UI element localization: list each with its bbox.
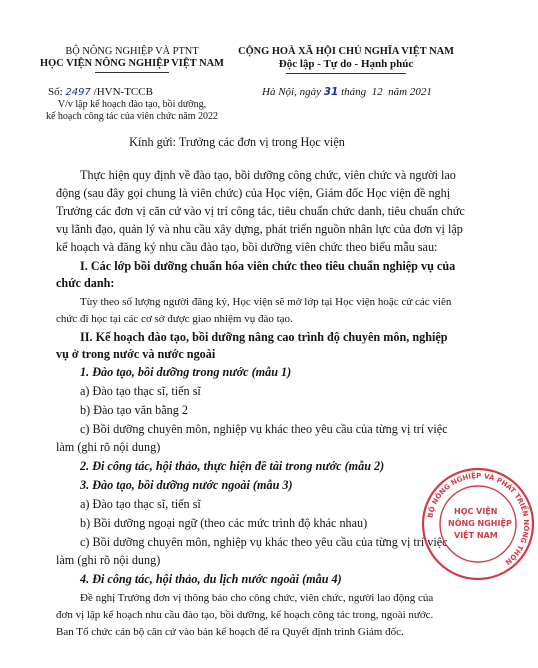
header-left-underline bbox=[95, 72, 169, 73]
closing-line-1: Đề nghị Trưởng đơn vị thông báo cho công chức, viên chức, người lao động của bbox=[80, 592, 434, 604]
official-stamp bbox=[418, 464, 531, 584]
item-3-b: b) Bồi dưỡng ngoại ngữ (theo các mức trình độ khác nhau) bbox=[80, 516, 368, 530]
section-1-text-line-2: chức đi học tại các cơ sở được giao nhiệm vụ đào tạo. bbox=[56, 313, 293, 325]
motto: Độc lập - Tự do - Hạnh phúc bbox=[278, 58, 414, 70]
number-code: /HVN-TCCB bbox=[93, 86, 153, 98]
date-day-handwritten: 31 bbox=[323, 86, 339, 98]
item-4-title: 4. Đi công tác, hội thảo, du lịch nước ngoài (mẫu 4) bbox=[80, 572, 342, 586]
stamp-inner-line-1: HỌC VIỆN bbox=[454, 507, 498, 516]
item-3-c-line-2: làm (ghi rõ nội dung) bbox=[56, 553, 161, 567]
number-handwritten: 2497 bbox=[65, 87, 91, 98]
item-2-title: 2. Đi công tác, hội thảo, thực hiện đề tài trong nước (mẫu 2) bbox=[80, 459, 385, 473]
document-date bbox=[262, 86, 432, 98]
item-1-c-line-1: c) Bồi dưỡng chuyên môn, nghiệp vụ khác theo yêu cầu của từng vị trí việc bbox=[80, 422, 448, 436]
number-label: Số: bbox=[48, 86, 63, 98]
document-number bbox=[48, 86, 153, 99]
intro-line-1: Thực hiện quy định về đào tạo, bồi dưỡng công chức, viên chức và người lao bbox=[80, 168, 456, 182]
section-2-title-line-2: vụ ở trong nước và nước ngoài bbox=[56, 347, 216, 361]
intro-line-3: Trưởng các đơn vị căn cứ vào vị trí công tác, tiêu chuẩn chức danh, tiêu chuẩn chức bbox=[56, 204, 465, 218]
stamp-inner-line-3: VIỆT NAM bbox=[454, 531, 498, 540]
date-rest: tháng 12 năm 2021 bbox=[341, 86, 432, 98]
item-1-b: b) Đào tạo văn bằng 2 bbox=[80, 403, 188, 417]
nation-name: CỘNG HOÀ XÃ HỘI CHỦ NGHĨA VIỆT NAM bbox=[238, 46, 454, 57]
item-1-a: a) Đào tạo thạc sĩ, tiến sĩ bbox=[80, 384, 201, 398]
section-1-title-line-2: chức danh: bbox=[56, 276, 115, 290]
academy-name: HỌC VIỆN NÔNG NGHIỆP VIỆT NAM bbox=[40, 58, 224, 69]
stamp-outer-text: BỘ NÔNG NGHIỆP VÀ PHÁT TRIỂN NÔNG THÔN bbox=[426, 471, 531, 567]
section-2-title-line-1: II. Kế hoạch đào tạo, bồi dưỡng nâng cao trình độ chuyên môn, nghiệp bbox=[80, 330, 448, 344]
item-1-title: 1. Đào tạo, bồi dưỡng trong nước (mẫu 1) bbox=[80, 365, 292, 379]
intro-line-4: vụ lãnh đạo, quản lý và nhu cầu xây dựng, phát triển nguồn nhân lực của đơn vị lập bbox=[56, 222, 463, 236]
date-prefix: Hà Nội, ngày bbox=[262, 86, 321, 98]
item-3-c-line-1: c) Bồi dưỡng chuyên môn, nghiệp vụ khác theo yêu cầu của từng vị trí việc bbox=[80, 535, 448, 549]
subject-line-1: V/v lập kế hoạch đào tạo, bồi dưỡng, bbox=[57, 99, 207, 110]
header-right-underline bbox=[286, 73, 406, 74]
stamp-inner-line-2: NÔNG NGHIỆP bbox=[448, 519, 512, 528]
section-1-title-line-1: I. Các lớp bồi dưỡng chuẩn hóa viên chức theo tiêu chuẩn nghiệp vụ của bbox=[80, 259, 456, 273]
stamp-seal-icon bbox=[418, 464, 538, 584]
item-3-a: a) Đào tạo thạc sĩ, tiến sĩ bbox=[80, 497, 201, 511]
closing-line-2: đơn vị lập kế hoạch nhu cầu đào tạo, bồi dưỡng, kế hoạch công tác trong, ngoài nước. bbox=[56, 609, 434, 621]
ministry-name: BỘ NÔNG NGHIỆP VÀ PTNT bbox=[65, 46, 199, 57]
subject-line-2: kế hoạch công tác của viên chức năm 2022 bbox=[45, 111, 219, 122]
intro-line-2: động (sau đây gọi chung là viên chức) của Học viện, Giám đốc Học viện đề nghị bbox=[56, 186, 451, 200]
intro-line-5: kế hoạch và đăng ký nhu cầu đào tạo, bồi dưỡng viên chức theo biểu mẫu sau: bbox=[56, 240, 438, 254]
closing-line-3: Ban Tổ chức cán bộ căn cứ vào bản kế hoạch để ra Quyết định trình Giám đốc. bbox=[56, 626, 404, 638]
item-1-c-line-2: làm (ghi rõ nội dung) bbox=[56, 440, 161, 454]
recipient: Kính gửi: Trưởng các đơn vị trong Học viện bbox=[129, 135, 345, 149]
section-1-text-line-1: Tùy theo số lượng người đăng ký, Học viện sẽ mở lớp tại Học viện hoặc cử các viên bbox=[80, 296, 452, 308]
item-3-title: 3. Đào tạo, bồi dưỡng nước ngoài (mẫu 3) bbox=[80, 478, 293, 492]
